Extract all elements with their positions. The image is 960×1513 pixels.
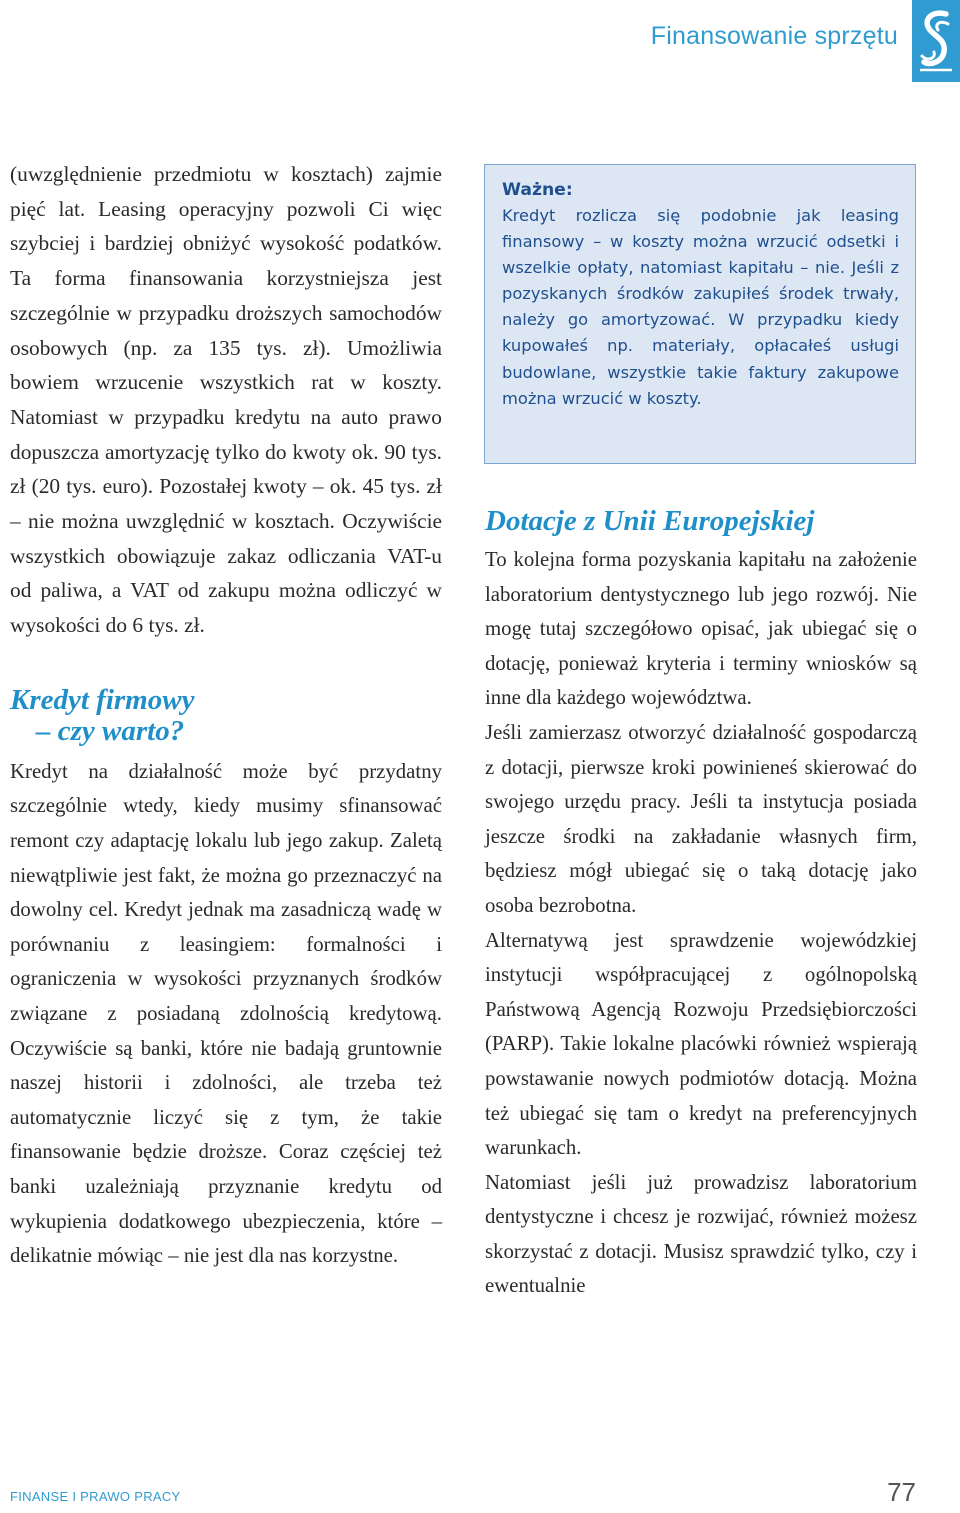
callout-title: Ważne: [502, 180, 573, 200]
dotacje-section-heading: Dotacje z Unii Europejskiej [485, 505, 815, 537]
page-number: 77 [887, 1477, 916, 1507]
right-column [485, 506, 917, 1304]
kredyt-heading-line-1: Kredyt firmowy [10, 683, 195, 716]
footer-publication-name: FINANSE I PRAWO PRACY [10, 1489, 181, 1504]
leasing-paragraph: (uwzględnienie przedmiotu w kosztach) zajmie pięć lat. Leasing operacyjny pozwoli Ci więc szybciej i bardziej obniżyć wysokość podatków. Ta forma finansowania korzystniejsza jest szczególnie w przypadku droższych samochodów osobowych (np. za 135 tys. zł). Umożliwia bowiem wrzucenie wszystkich rat w koszty. Natomiast w przypadku kredytu na auto prawo dopuszcza amortyzację tylko do kwoty ok. 90 tys. zł (20 tys. euro). Pozostałej kwoty – ok. 45 tys. zł – nie można uwzględnić w kosztach. Oczywiście wszystkich obowiązuje zakaz odliczania VAT-u od paliwa, a VAT od zakupu można odliczyć w wysokości do 6 tys. zł. [10, 162, 442, 638]
callout-body: Kredyt rozlicza się podobnie jak leasing finansowy – w koszty można wrzucić odsetki i wszelkie opłaty, natomiast kapitału – nie. Jeśli z pozyskanych środków zakupiłeś środek trwały, należy go amortyzować. W przypadku kiedy kupowałeś np. materiały, opłacałeś usługi budowlane, wszystkie takie faktury zakupowe można wrzucić w koszty. [502, 206, 899, 408]
running-header-title: Finansowanie sprzętu [650, 22, 898, 50]
kredyt-heading-line-2: – czy warto? [36, 714, 185, 747]
dotacje-paragraph-3: Alternatywą jest sprawdzenie wojewódzkiej instytucji współpracującej z ogólnopolską Państwową Agencją Rozwoju Przedsiębiorczości (PARP). Takie lokalne placówki również wspierają powstawanie nowych podmiotów dotacją. Można też ubiegać się tam o kredyt na preferencyjnych warunkach. [485, 928, 917, 1160]
kredyt-paragraph: Kredyt na działalność może być przydatny szczególnie wtedy, kiedy musimy sfinansować remont czy adaptację lokalu lub jego zakup. Zaletą niewątpliwie jest fakt, że można go przeznaczyć na dowolny cel. Kredyt jednak ma zasadniczą wadę w porównaniu z leasingiem: formalności i ograniczenia w wysokości przyznanych środków związane z posiadaną zdolnością kredytową. Oczywiście są banki, które nie badają gruntownie naszej historii i zdolności, ale trzeba też automatycznie liczyć się z tym, że takie finansowanie będzie droższe. Coraz częściej też banki uzależniają przyznanie kredytu od wykupienia dodatkowego ubezpieczenia, które – delikatnie mówiąc – nie jest dla nas korzystne. [10, 759, 442, 1268]
brand-s-logo-icon [912, 0, 960, 82]
dotacje-paragraph-1: To kolejna forma pozyskania kapitału na założenie laboratorium dentystycznego lub jego rozwój. Nie mogę tutaj szczegółowo opisać, jak ubiegać się o dotację, ponieważ kryteria i terminy wniosków są inne dla każdego województwa. [485, 548, 917, 710]
kredyt-section-heading [10, 685, 442, 747]
left-column [10, 157, 442, 1274]
dotacje-paragraph-2: Jeśli zamierzasz otworzyć działalność gospodarczą z dotacji, pierwsze kroki powinieneś skierować do swojego urzędu pracy. Jeśli ta instytucja posiada jeszcze środki na zakładanie własnych firm, będziesz mógł ubiegać się o taką dotację jako osoba bezrobotna. [485, 720, 917, 917]
dotacje-paragraph-4: Natomiast jeśli już prowadzisz laboratorium dentystyczne i chcesz je rozwijać, również możesz skorzystać z dotacji. Musisz sprawdzić tylko, czy i ewentualnie [485, 1170, 917, 1298]
important-callout-box [484, 164, 916, 464]
